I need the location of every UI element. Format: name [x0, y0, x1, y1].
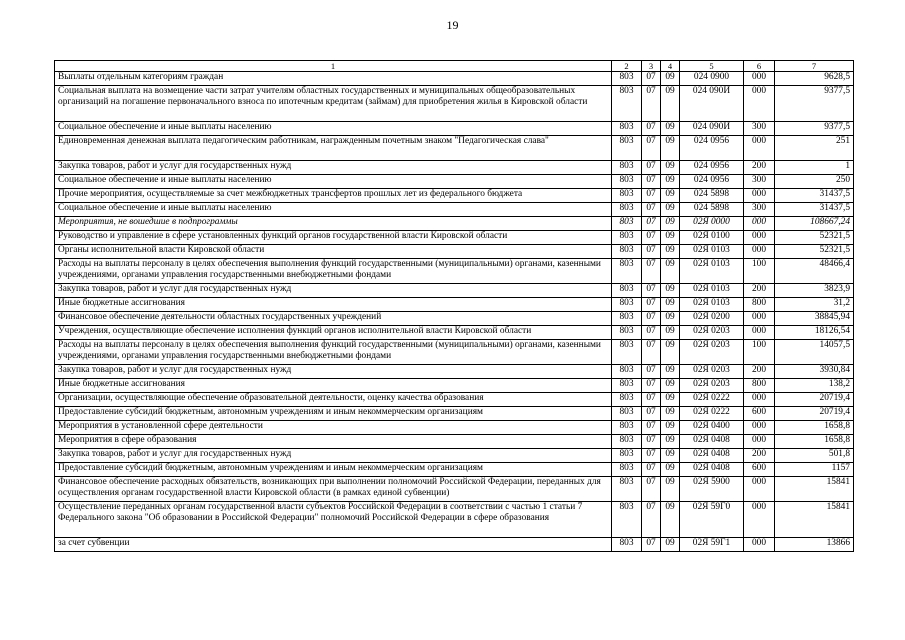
row-target-article-cell: 02Я 0408	[680, 449, 744, 463]
table-row	[55, 231, 854, 245]
row-expense-type-cell: 800	[744, 379, 775, 393]
column-header-2: 2	[612, 61, 642, 72]
row-amount-cell: 9377,5	[775, 122, 854, 136]
row-subsection-cell: 09	[661, 189, 680, 203]
row-subsection-cell: 09	[661, 393, 680, 407]
row-grbs-cell: 803	[612, 393, 642, 407]
row-amount-cell: 138,2	[775, 379, 854, 393]
row-amount-cell: 250	[775, 175, 854, 189]
row-expense-type-cell: 800	[744, 298, 775, 312]
row-name-cell: Выплаты отдельным категориям граждан	[55, 72, 612, 86]
row-target-article-cell: 02Я 0103	[680, 284, 744, 298]
row-name-cell: Руководство и управление в сфере установленных функций органов государственной власти Кировской области	[55, 231, 612, 245]
row-grbs-cell: 803	[612, 435, 642, 449]
row-grbs-cell: 803	[612, 175, 642, 189]
row-amount-cell: 52321,5	[775, 245, 854, 259]
row-name-cell: Органы исполнительной власти Кировской области	[55, 245, 612, 259]
row-amount-cell: 20719,4	[775, 407, 854, 421]
row-grbs-cell: 803	[612, 259, 642, 284]
row-target-article-cell: 02Я 0000	[680, 217, 744, 231]
row-expense-type-cell: 300	[744, 122, 775, 136]
row-section-cell: 07	[642, 175, 661, 189]
row-subsection-cell: 09	[661, 86, 680, 122]
row-expense-type-cell: 100	[744, 340, 775, 365]
table-row	[55, 365, 854, 379]
row-section-cell: 07	[642, 86, 661, 122]
row-grbs-cell: 803	[612, 502, 642, 538]
row-section-cell: 07	[642, 203, 661, 217]
row-name-cell: Расходы на выплаты персоналу в целях обеспечения выполнения функций государственными (муниципальными) органами, казенными учреждениями, органами управления государственными внебюджетными фондами	[55, 340, 612, 365]
row-target-article-cell: 02Я 0103	[680, 245, 744, 259]
row-grbs-cell: 803	[612, 122, 642, 136]
row-expense-type-cell: 100	[744, 259, 775, 284]
row-expense-type-cell: 200	[744, 449, 775, 463]
row-grbs-cell: 803	[612, 298, 642, 312]
table-row	[55, 477, 854, 502]
row-name-cell: Предоставление субсидий бюджетным, автономным учреждениям и иным некоммерческим организациям	[55, 407, 612, 421]
row-section-cell: 07	[642, 136, 661, 161]
table-row	[55, 421, 854, 435]
row-amount-cell: 9377,5	[775, 86, 854, 122]
row-target-article-cell: 024 0900	[680, 72, 744, 86]
row-subsection-cell: 09	[661, 421, 680, 435]
table-row	[55, 393, 854, 407]
row-section-cell: 07	[642, 421, 661, 435]
row-target-article-cell: 024 090И	[680, 122, 744, 136]
row-section-cell: 07	[642, 231, 661, 245]
row-expense-type-cell: 000	[744, 477, 775, 502]
table-row	[55, 502, 854, 538]
row-subsection-cell: 09	[661, 449, 680, 463]
row-name-cell: Закупка товаров, работ и услуг для государственных нужд	[55, 284, 612, 298]
row-name-cell: Учреждения, осуществляющие обеспечение исполнения функций органов исполнительной власти Кировской области	[55, 326, 612, 340]
row-name-cell: Финансовое обеспечение расходных обязательств, возникающих при выполнении полномочий Российской Федерации, переданных для осуществления органам государственной власти Кировской области (в рамках единой субвенции)	[55, 477, 612, 502]
table-row	[55, 538, 854, 552]
row-section-cell: 07	[642, 259, 661, 284]
row-expense-type-cell: 000	[744, 393, 775, 407]
row-section-cell: 07	[642, 435, 661, 449]
row-target-article-cell: 024 0956	[680, 175, 744, 189]
row-amount-cell: 14057,5	[775, 340, 854, 365]
row-name-cell: Осуществление переданных органам государственной власти субъектов Российской Федерации в соответствии с частью 1 статьи 7 Федерального закона "Об образовании в Российской Федерации" полномочий Российской Федерации в сфере образования	[55, 502, 612, 538]
row-section-cell: 07	[642, 340, 661, 365]
row-section-cell: 07	[642, 477, 661, 502]
row-section-cell: 07	[642, 312, 661, 326]
row-grbs-cell: 803	[612, 477, 642, 502]
row-target-article-cell: 02Я 0103	[680, 259, 744, 284]
page-number: 19	[446, 18, 459, 32]
row-expense-type-cell: 000	[744, 538, 775, 552]
table-row	[55, 284, 854, 298]
row-name-cell: Социальное обеспечение и иные выплаты населению	[55, 175, 612, 189]
row-target-article-cell: 02Я 0408	[680, 463, 744, 477]
row-grbs-cell: 803	[612, 245, 642, 259]
column-header-3: 3	[642, 61, 661, 72]
table-row	[55, 379, 854, 393]
row-expense-type-cell: 000	[744, 312, 775, 326]
row-section-cell: 07	[642, 245, 661, 259]
row-name-cell: Организации, осуществляющие обеспечение образовательной деятельности, оценку качества образования	[55, 393, 612, 407]
row-name-cell: Предоставление субсидий бюджетным, автономным учреждениям и иным некоммерческим организациям	[55, 463, 612, 477]
row-section-cell: 07	[642, 502, 661, 538]
row-target-article-cell: 02Я 0203	[680, 326, 744, 340]
row-target-article-cell: 024 5898	[680, 203, 744, 217]
row-section-cell: 07	[642, 122, 661, 136]
row-name-cell: Единовременная денежная выплата педагогическим работникам, награжденным почетным знаком "Педагогическая слава"	[55, 136, 612, 161]
column-header-5: 5	[680, 61, 744, 72]
row-target-article-cell: 02Я 0400	[680, 421, 744, 435]
row-grbs-cell: 803	[612, 86, 642, 122]
row-subsection-cell: 09	[661, 259, 680, 284]
row-subsection-cell: 09	[661, 284, 680, 298]
row-name-cell: Закупка товаров, работ и услуг для государственных нужд	[55, 365, 612, 379]
row-amount-cell: 3823,9	[775, 284, 854, 298]
row-subsection-cell: 09	[661, 435, 680, 449]
row-name-cell: Мероприятия, не вошедшие в подпрограммы	[55, 217, 612, 231]
row-grbs-cell: 803	[612, 72, 642, 86]
row-section-cell: 07	[642, 284, 661, 298]
row-name-cell: Прочие мероприятия, осуществляемые за счет межбюджетных трансфертов прошлых лет из федерального бюджета	[55, 189, 612, 203]
row-name-cell: Расходы на выплаты персоналу в целях обеспечения выполнения функций государственными (муниципальными) органами, казенными учреждениями, органами управления государственными внебюджетными фондами	[55, 259, 612, 284]
row-amount-cell: 15841	[775, 477, 854, 502]
row-grbs-cell: 803	[612, 312, 642, 326]
row-name-cell: за счет субвенции	[55, 538, 612, 552]
row-expense-type-cell: 000	[744, 72, 775, 86]
row-expense-type-cell: 200	[744, 161, 775, 175]
row-expense-type-cell: 600	[744, 463, 775, 477]
row-target-article-cell: 02Я 0222	[680, 393, 744, 407]
row-section-cell: 07	[642, 463, 661, 477]
row-subsection-cell: 09	[661, 122, 680, 136]
table-row	[55, 136, 854, 161]
row-section-cell: 07	[642, 72, 661, 86]
row-section-cell: 07	[642, 161, 661, 175]
column-header-7: 7	[775, 61, 854, 72]
row-amount-cell: 501,8	[775, 449, 854, 463]
row-target-article-cell: 02Я 0203	[680, 379, 744, 393]
row-section-cell: 07	[642, 393, 661, 407]
row-section-cell: 07	[642, 326, 661, 340]
table-row	[55, 259, 854, 284]
table-row	[55, 203, 854, 217]
row-target-article-cell: 02Я 0203	[680, 340, 744, 365]
budget-table	[54, 60, 854, 552]
row-grbs-cell: 803	[612, 161, 642, 175]
table-row	[55, 245, 854, 259]
row-amount-cell: 3930,84	[775, 365, 854, 379]
row-amount-cell: 31,2	[775, 298, 854, 312]
column-header-6: 6	[744, 61, 775, 72]
table-row	[55, 463, 854, 477]
row-section-cell: 07	[642, 538, 661, 552]
row-amount-cell: 31437,5	[775, 189, 854, 203]
row-subsection-cell: 09	[661, 502, 680, 538]
row-section-cell: 07	[642, 379, 661, 393]
row-grbs-cell: 803	[612, 463, 642, 477]
row-subsection-cell: 09	[661, 231, 680, 245]
row-target-article-cell: 02Я 0408	[680, 435, 744, 449]
row-expense-type-cell: 600	[744, 407, 775, 421]
row-target-article-cell: 02Я 0103	[680, 298, 744, 312]
row-expense-type-cell: 000	[744, 435, 775, 449]
row-target-article-cell: 024 0956	[680, 161, 744, 175]
row-section-cell: 07	[642, 298, 661, 312]
table-row	[55, 217, 854, 231]
row-section-cell: 07	[642, 189, 661, 203]
row-subsection-cell: 09	[661, 136, 680, 161]
row-section-cell: 07	[642, 365, 661, 379]
table-body	[55, 72, 854, 552]
row-name-cell: Иные бюджетные ассигнования	[55, 379, 612, 393]
row-subsection-cell: 09	[661, 379, 680, 393]
row-target-article-cell: 02Я 0100	[680, 231, 744, 245]
row-grbs-cell: 803	[612, 421, 642, 435]
row-expense-type-cell: 000	[744, 245, 775, 259]
row-section-cell: 07	[642, 407, 661, 421]
row-grbs-cell: 803	[612, 538, 642, 552]
table-row	[55, 298, 854, 312]
row-amount-cell: 13866	[775, 538, 854, 552]
row-amount-cell: 52321,5	[775, 231, 854, 245]
row-expense-type-cell: 000	[744, 326, 775, 340]
row-amount-cell: 31437,5	[775, 203, 854, 217]
row-expense-type-cell: 000	[744, 502, 775, 538]
row-target-article-cell: 02Я 5900	[680, 477, 744, 502]
row-name-cell: Закупка товаров, работ и услуг для государственных нужд	[55, 449, 612, 463]
row-amount-cell: 15841	[775, 502, 854, 538]
row-subsection-cell: 09	[661, 175, 680, 189]
row-amount-cell: 9628,5	[775, 72, 854, 86]
table-row	[55, 189, 854, 203]
row-subsection-cell: 09	[661, 203, 680, 217]
table-row	[55, 175, 854, 189]
row-grbs-cell: 803	[612, 189, 642, 203]
row-target-article-cell: 02Я 0200	[680, 312, 744, 326]
row-name-cell: Социальная выплата на возмещение части затрат учителям областных государственных и муниципальных общеобразовательных организаций на погашение первоначального взноса по ипотечным кредитам (займам) для приобретения жилья в Кировской области	[55, 86, 612, 122]
row-name-cell: Социальное обеспечение и иные выплаты населению	[55, 122, 612, 136]
row-grbs-cell: 803	[612, 326, 642, 340]
table-row	[55, 340, 854, 365]
row-subsection-cell: 09	[661, 538, 680, 552]
row-amount-cell: 48466,4	[775, 259, 854, 284]
row-grbs-cell: 803	[612, 340, 642, 365]
column-header-4: 4	[661, 61, 680, 72]
row-name-cell: Финансовое обеспечение деятельности областных государственных учреждений	[55, 312, 612, 326]
row-target-article-cell: 02Я 0203	[680, 365, 744, 379]
row-subsection-cell: 09	[661, 326, 680, 340]
row-grbs-cell: 803	[612, 407, 642, 421]
row-amount-cell: 108667,24	[775, 217, 854, 231]
row-amount-cell: 1658,8	[775, 435, 854, 449]
row-grbs-cell: 803	[612, 136, 642, 161]
row-subsection-cell: 09	[661, 161, 680, 175]
row-grbs-cell: 803	[612, 365, 642, 379]
row-amount-cell: 251	[775, 136, 854, 161]
row-target-article-cell: 02Я 59Г0	[680, 502, 744, 538]
row-name-cell: Иные бюджетные ассигнования	[55, 298, 612, 312]
row-subsection-cell: 09	[661, 245, 680, 259]
row-expense-type-cell: 200	[744, 284, 775, 298]
table-row	[55, 449, 854, 463]
table-row	[55, 161, 854, 175]
row-expense-type-cell: 000	[744, 136, 775, 161]
row-target-article-cell: 02Я 59Г1	[680, 538, 744, 552]
column-header-1: 1	[55, 61, 612, 72]
row-grbs-cell: 803	[612, 449, 642, 463]
row-expense-type-cell: 300	[744, 203, 775, 217]
row-grbs-cell: 803	[612, 203, 642, 217]
row-grbs-cell: 803	[612, 284, 642, 298]
table-row	[55, 326, 854, 340]
row-subsection-cell: 09	[661, 312, 680, 326]
row-subsection-cell: 09	[661, 217, 680, 231]
row-expense-type-cell: 300	[744, 175, 775, 189]
row-amount-cell: 1157	[775, 463, 854, 477]
row-subsection-cell: 09	[661, 477, 680, 502]
row-expense-type-cell: 000	[744, 189, 775, 203]
row-amount-cell: 38845,94	[775, 312, 854, 326]
column-number-row	[55, 61, 854, 72]
row-amount-cell: 1	[775, 161, 854, 175]
row-subsection-cell: 09	[661, 72, 680, 86]
row-subsection-cell: 09	[661, 340, 680, 365]
row-amount-cell: 20719,4	[775, 393, 854, 407]
row-amount-cell: 1658,8	[775, 421, 854, 435]
row-target-article-cell: 02Я 0222	[680, 407, 744, 421]
row-expense-type-cell: 200	[744, 365, 775, 379]
row-subsection-cell: 09	[661, 407, 680, 421]
row-target-article-cell: 024 0956	[680, 136, 744, 161]
row-name-cell: Мероприятия в установленной сфере деятельности	[55, 421, 612, 435]
table-row	[55, 407, 854, 421]
row-name-cell: Социальное обеспечение и иные выплаты населению	[55, 203, 612, 217]
table-row	[55, 72, 854, 86]
row-target-article-cell: 024 5898	[680, 189, 744, 203]
row-expense-type-cell: 000	[744, 217, 775, 231]
row-grbs-cell: 803	[612, 217, 642, 231]
table-row	[55, 86, 854, 122]
table-row	[55, 435, 854, 449]
row-target-article-cell: 024 090И	[680, 86, 744, 122]
row-expense-type-cell: 000	[744, 231, 775, 245]
row-name-cell: Мероприятия в сфере образования	[55, 435, 612, 449]
row-section-cell: 07	[642, 217, 661, 231]
row-subsection-cell: 09	[661, 298, 680, 312]
row-subsection-cell: 09	[661, 365, 680, 379]
row-amount-cell: 18126,54	[775, 326, 854, 340]
row-grbs-cell: 803	[612, 231, 642, 245]
row-grbs-cell: 803	[612, 379, 642, 393]
row-expense-type-cell: 000	[744, 421, 775, 435]
row-section-cell: 07	[642, 449, 661, 463]
row-name-cell: Закупка товаров, работ и услуг для государственных нужд	[55, 161, 612, 175]
table-row	[55, 122, 854, 136]
table-row	[55, 312, 854, 326]
row-subsection-cell: 09	[661, 463, 680, 477]
row-expense-type-cell: 000	[744, 86, 775, 122]
